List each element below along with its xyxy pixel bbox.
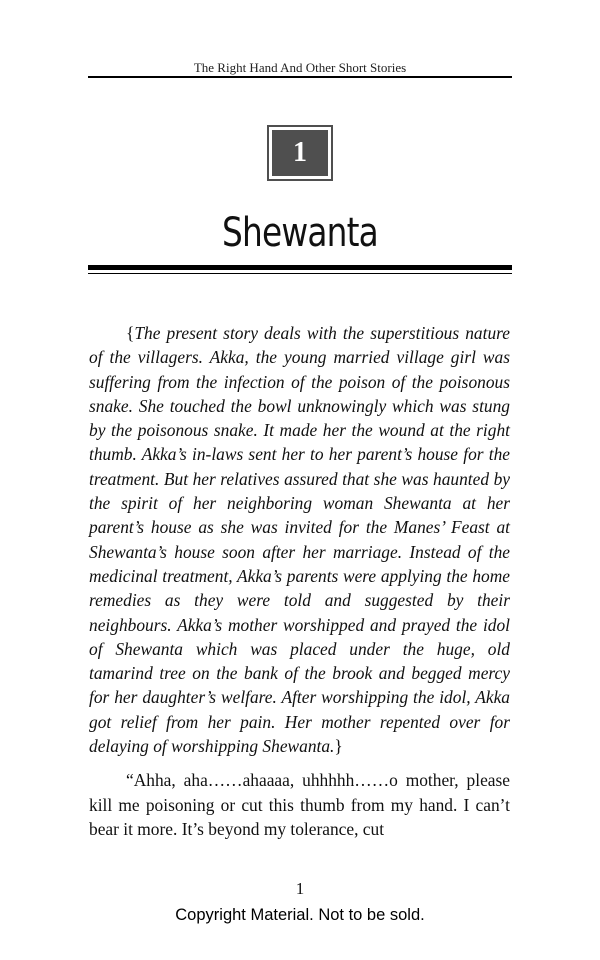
abstract-open-brace: { bbox=[126, 323, 135, 343]
running-head: The Right Hand And Other Short Stories bbox=[193, 60, 407, 75]
story-body bbox=[89, 321, 510, 841]
chapter-number-box bbox=[267, 125, 333, 181]
story-paragraph: “Ahha, aha……ahaaaa, uhhhhh……o mother, please kill me poisoning or cut this thumb from my hand. I can’t bear it more. It’s beyond my tolerance, cut bbox=[89, 770, 510, 839]
title-rule-thick bbox=[88, 265, 512, 270]
story-abstract bbox=[89, 321, 510, 758]
title-rule-thin bbox=[88, 273, 512, 274]
page-number: 1 bbox=[295, 879, 305, 898]
chapter-number: 1 bbox=[272, 130, 328, 176]
header-rule bbox=[88, 76, 512, 78]
abstract-text: The present story deals with the superstitious nature of the villagers. Akka, the young married village girl was suffering from the infection of the poison of the poisonous snake. She touched the bowl unknowingly which was stung by the poisonous snake. It made her the wound at the right thumb. Akka’s in-laws sent her to her parent’s house for the treatment. But her relatives assured that she was haunted by the spirit of her neighboring woman Shewanta at her parent’s house as she was invited for the Manes’ Feast at Shewanta’s house soon after her marriage. Instead of the medicinal treatment, Akka’s parents were applying the home remedies as they were told and suggested by their neighbours. Akka’s mother worshipped and prayed the idol of Shewanta which was placed under the huge, old tamarind tree on the bank of the brook and begged mercy for her daughter’s welfare. After worshipping the idol, Akka got relief from her pain. Her mother repented over for delaying of worshipping Shewanta. bbox=[89, 323, 510, 757]
copyright-notice: Copyright Material. Not to be sold. bbox=[175, 906, 425, 924]
abstract-close-brace: } bbox=[334, 736, 343, 757]
chapter-title: Shewanta bbox=[222, 210, 378, 256]
